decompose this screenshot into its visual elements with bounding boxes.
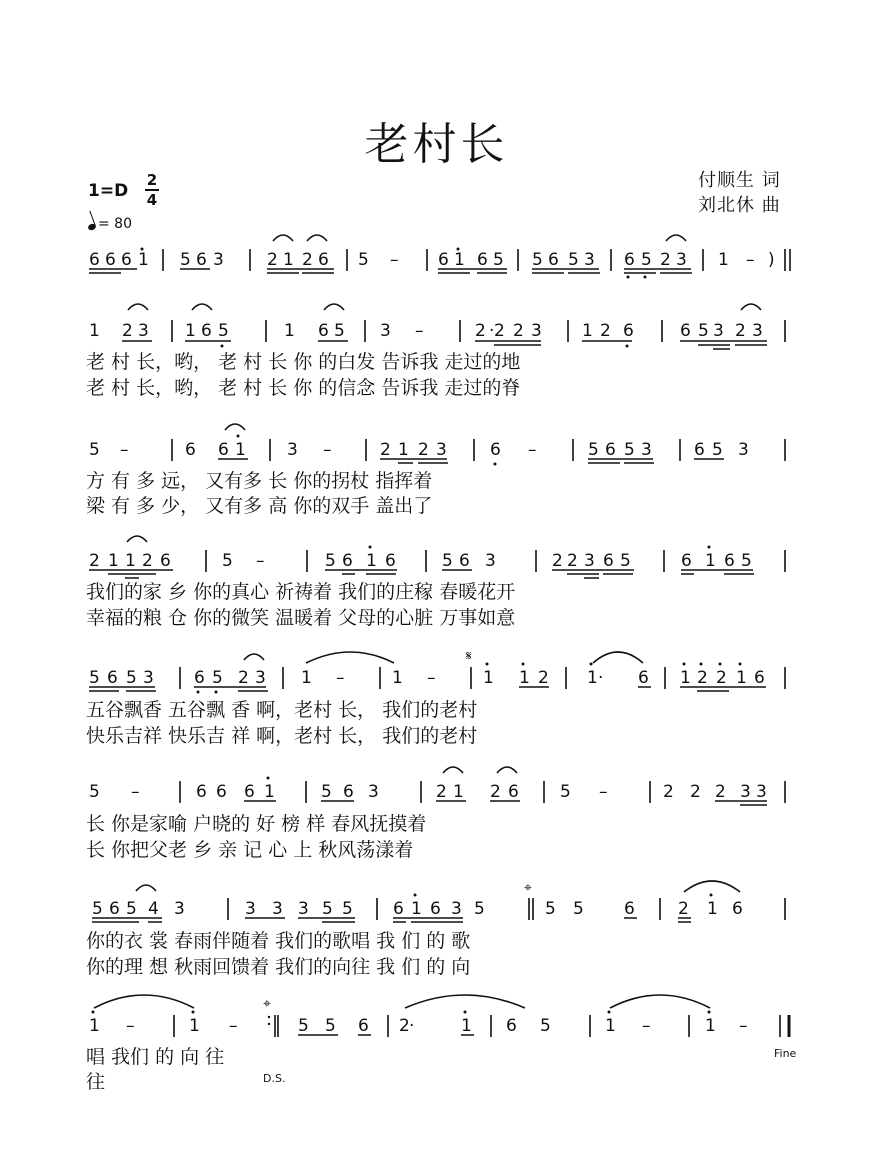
lyric-line-5-verse-1: 五谷飘香 五谷飘 香 啊，老村 长， 我们的老村 [86,699,478,721]
lyric-line-2-verse-1: 老 村 长，哟， 老 村 长 你 的白发 告诉我 走过的地 [86,351,521,373]
song-title: 老村长 [364,119,509,170]
svg-text:56543 33355 61635: 5 6 5 4 3 3 3 3 5 5 6 1 6 3 5 5 5 6 2 1 6 [92,899,743,919]
ds-marking: D.S. [263,1072,286,1085]
time-signature-top: 2 [146,171,158,189]
lyric-line-6-verse-1: 长 你是家喻 户晓的 好 榜 样 春风抚摸着 [86,813,427,835]
key-signature: 1=D [88,181,129,201]
lyric-line-3-verse-2: 梁 有 多 少， 又有多 高 你的双手 盖出了 [86,495,433,517]
lyric-line-8-verse-2: 往 [86,1071,106,1093]
lyric-line-7-verse-2: 你的理 想 秋雨回馈着 我们的向往 我 们 的 向 [86,956,471,978]
time-signature-bottom: 4 [146,191,158,209]
lyric-line-6-verse-2: 长 你把父老 乡 亲 记 心 上 秋风荡漾着 [86,839,414,861]
composer-credit: 刘北休 曲 [698,195,781,216]
svg-text:21126 5– 5616 563: 2 1 1 2 6 5 – 5 6 1 6 5 6 3 2 2 3 6 5 6 1 6 5 [89,551,752,571]
svg-text:·: · [489,321,495,341]
svg-text:5– 661 3– 2123: 5 – 6 6 1 3 – 2 1 2 3 6 – 5 6 5 3 6 5 3 [89,440,749,460]
svg-text:5– 6661 563 2126: 5 – 6 6 6 1 5 6 3 2 1 2 6 5 – 2 2 2 3 3 [89,782,767,802]
svg-text:123 165 165 3–: 1 2 3 1 6 5 1 6 5 3 – 2 2 2 3 1 2 6 6 5 3 2 3 [89,321,763,341]
svg-text:1– 1– 556 2·165: 1 – 1 – 5 5 6 2· 1 6 5 1 – 1 – [89,1016,748,1036]
lyric-line-4-verse-2: 幸福的粮 仓 你的微笑 温暖着 父母的心脏 万事如意 [86,607,516,629]
lyric-line-5-verse-2: 快乐吉祥 快乐吉 祥 啊，老村 长， 我们的老村 [86,725,478,747]
svg-text:6661 563 2126 5–: 6 6 6 1 5 6 3 2 1 2 6 5 – 6 1 6 5 5 6 5 3 6 5 2 3 1 – ) [89,250,775,270]
lyric-line-2-verse-2: 老 村 长，哟， 老 村 长 你 的信念 告诉我 走过的脊 [86,377,521,399]
svg-text:𝄋: 𝄋 [466,649,472,664]
lyric-line-8-verse-1: 唱 我们 的 向 往 [86,1046,225,1068]
fine-marking: Fine [774,1047,797,1060]
lyric-line-3-verse-1: 方 有 多 远， 又有多 长 你的拐杖 指挥着 [86,470,433,492]
tempo-value: = 80 [98,216,132,232]
svg-text:⌖: ⌖ [263,996,271,1012]
lyricist-credit: 付顺生 词 [698,170,781,191]
svg-text:5653 6523 1– 1–: 5 6 5 3 6 5 2 3 1 – 1 – 1 1 2 1· 6 1 2 2 1 6 [89,668,765,688]
svg-text:⌖: ⌖ [524,880,532,896]
lyric-line-4-verse-1: 我们的家 乡 你的真心 祈祷着 我们的庄稼 春暖花开 [86,581,516,603]
lyric-line-7-verse-1: 你的衣 裳 春雨伴随着 我们的歌唱 我 们 的 歌 [86,930,471,952]
